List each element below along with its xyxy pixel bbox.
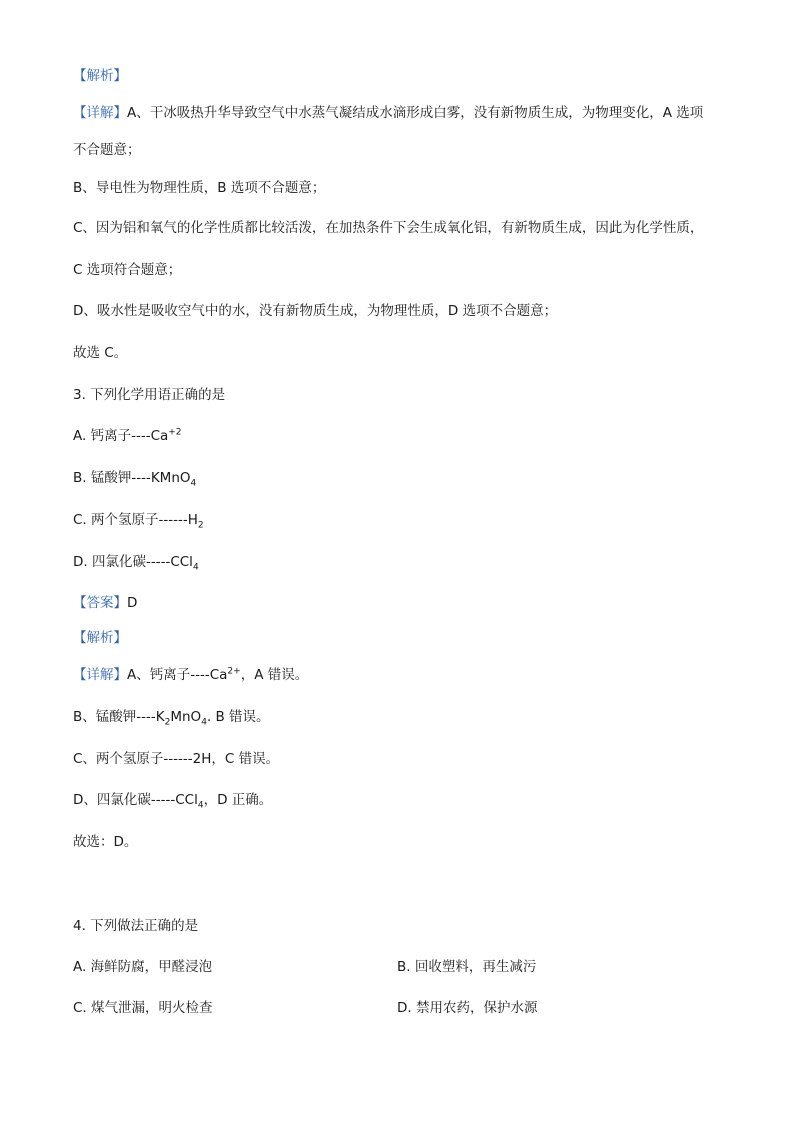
detail-b-result: . B 错误。: [206, 709, 270, 725]
detail-label: 【详解】: [73, 105, 127, 121]
option-d-subscript: 4: [192, 562, 199, 573]
option-d-text: D. 四氯化碳-----CCl: [73, 554, 193, 570]
question-4-option-b: [397, 958, 536, 976]
option-b-text: B. 回收塑料，再生减污: [397, 959, 537, 975]
question-4-option-d: [397, 999, 537, 1017]
question-3-detail-c: [73, 750, 279, 768]
detail-d-text: D、四氯化碳-----CCl: [73, 792, 198, 808]
question-3-analysis: [73, 629, 127, 647]
option-a-text: A. 海鲜防腐，甲醛浸泡: [73, 959, 213, 975]
conclusion: [73, 344, 127, 362]
question-3-stem-text: 3. 下列化学用语正确的是: [73, 387, 226, 403]
detail-line-c-cont: [73, 261, 181, 279]
detail-b-formula: MnO: [170, 709, 202, 725]
detail-line-b: [73, 179, 325, 197]
detail-c-text: C、两个氢原子------2H，C 错误。: [73, 751, 280, 767]
detail-line-a: [73, 104, 703, 122]
detail-line-c: [73, 219, 703, 237]
option-b-text: B. 锰酸钾----KMnO: [73, 470, 191, 486]
analysis-heading: [73, 67, 127, 85]
detail-line-d: [73, 302, 557, 320]
question-3-stem: [73, 386, 225, 404]
detail-b-text: B、锰酸钾----K: [73, 709, 165, 725]
option-c-subscript: 2: [197, 520, 204, 531]
question-3-detail-d: [73, 791, 272, 809]
conclusion-text: 故选 C。: [73, 345, 128, 361]
detail-text-a2: 不合题意；: [73, 142, 141, 158]
analysis-label: 【解析】: [73, 68, 127, 84]
option-a-text: A. 钙离子----Ca: [73, 428, 169, 444]
question-3-detail-a: [73, 666, 308, 684]
question-3-option-b: [73, 469, 196, 487]
question-3-option-c: [73, 511, 204, 529]
option-b-subscript: 4: [190, 478, 197, 489]
detail-label: 【详解】: [73, 667, 127, 683]
detail-b-subscript-1: 2: [164, 717, 171, 728]
answer-label: 【答案】: [73, 595, 127, 611]
analysis-label: 【解析】: [73, 630, 127, 646]
detail-a-charge: 2+: [227, 666, 241, 677]
detail-d-result: ，D 正确。: [203, 792, 273, 808]
option-d-text: D. 禁用农药，保护水源: [397, 1000, 538, 1016]
detail-text-c1: C、因为铝和氧气的化学性质都比较活泼，在加热条件下会生成氧化铝，有新物质生成，因此为化学性质，: [73, 220, 704, 236]
detail-text-c2: C 选项符合题意；: [73, 262, 182, 278]
question-4-option-a: [73, 958, 212, 976]
option-c-text: C. 煤气泄漏，明火检查: [73, 1000, 213, 1016]
detail-d-subscript: 4: [197, 800, 204, 811]
question-3-conclusion: [73, 833, 137, 851]
option-c-text: C. 两个氢原子------H: [73, 512, 198, 528]
detail-text-b: B、导电性为物理性质，B 选项不合题意；: [73, 180, 326, 196]
detail-line-a-cont: [73, 141, 141, 159]
detail-a-result: ，A 错误。: [240, 667, 309, 683]
detail-a-text: A、钙离子----Ca: [127, 667, 228, 683]
question-3-option-d: [73, 553, 199, 571]
question-4-stem: [73, 917, 198, 935]
question-4-option-c: [73, 999, 213, 1017]
question-3-answer: [73, 594, 137, 612]
option-a-charge: +2: [168, 427, 182, 438]
question-4-stem-text: 4. 下列做法正确的是: [73, 918, 199, 934]
detail-text-d: D、吸水性是吸收空气中的水，没有新物质生成，为物理性质，D 选项不合题意；: [73, 303, 558, 319]
answer-value: D: [127, 595, 138, 611]
detail-text-a1: A、干冰吸热升华导致空气中水蒸气凝结成水滴形成白雾，没有新物质生成，为物理变化，A 选项: [127, 105, 704, 121]
question-3-option-a: [73, 427, 182, 445]
detail-b-subscript-2: 4: [201, 717, 207, 728]
question-3-detail-b: [73, 708, 270, 726]
conclusion-text: 故选：D。: [73, 834, 138, 850]
